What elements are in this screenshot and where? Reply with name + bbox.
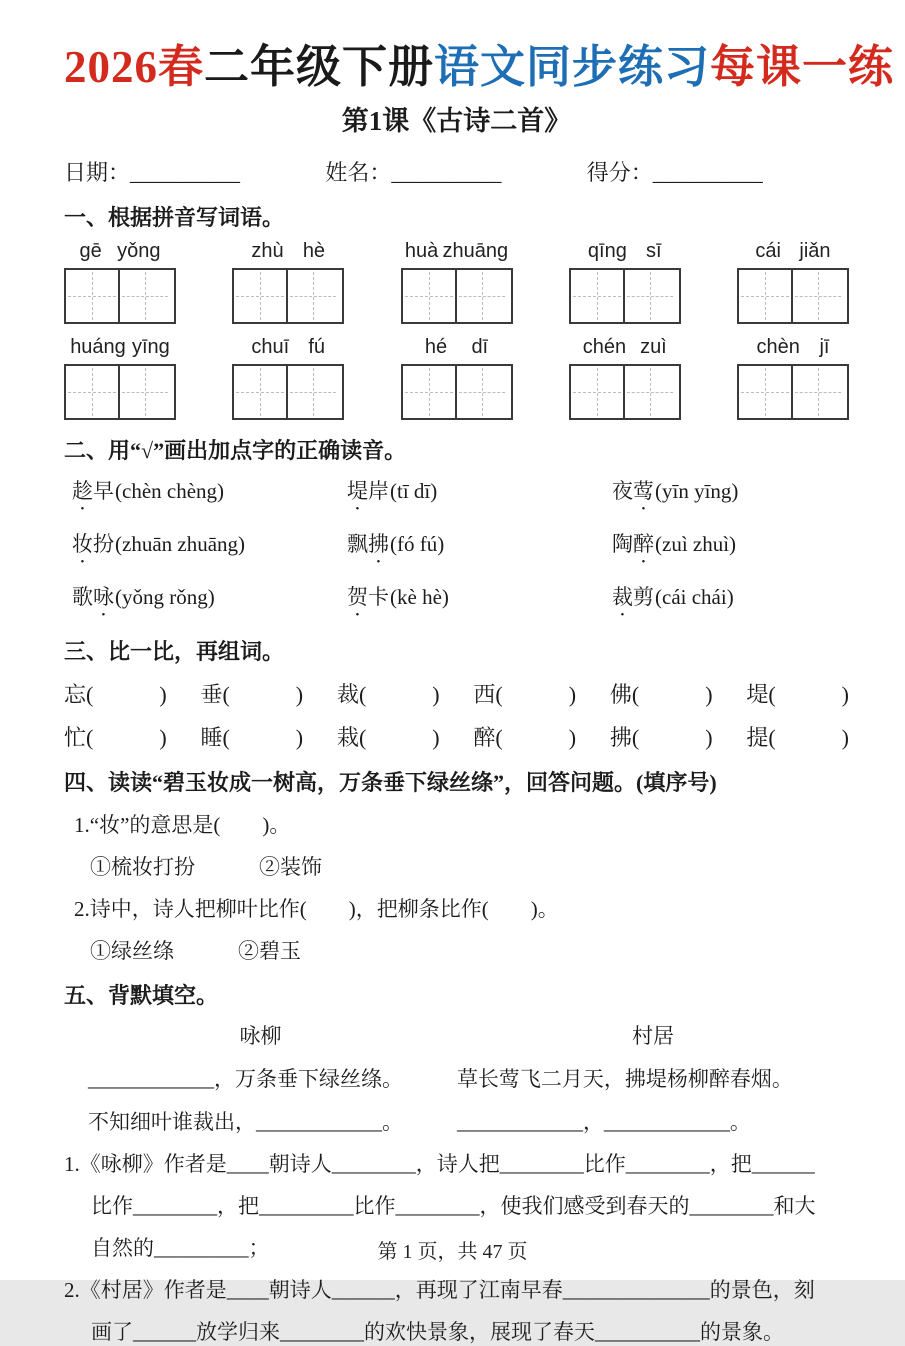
pinyin-word-group (401, 240, 513, 324)
option-1: ①梳妆打扮 (90, 855, 195, 879)
poems-block (64, 1016, 849, 1136)
word-pair: 提( ) (746, 725, 849, 750)
section-three-heading: 三、比一比，再组词。 (64, 639, 285, 664)
dotted-char: 堤 (347, 479, 368, 503)
word-pair: 裁( ) (336, 682, 440, 707)
fill-question-2-line-2: 画了______放学归来________的欢快景象，展现了春天__________的景象。 (91, 1320, 784, 1344)
syllable: chèn (756, 336, 800, 358)
pinyin-options: (zuì zhuì) (655, 532, 737, 556)
pinyin-options: (tī dī) (390, 479, 438, 503)
word-char: 陶 (612, 532, 633, 556)
word-char: 岸 (368, 479, 389, 503)
syllable: cái (755, 240, 781, 262)
writing-grid-cell (403, 366, 455, 418)
writing-grid-cell (118, 366, 170, 418)
syllable: jiǎn (799, 240, 831, 262)
pinyin-label (64, 336, 176, 359)
writing-grid-cell (286, 270, 338, 322)
score-label: 得分： (586, 160, 653, 185)
pronunciation-item (347, 528, 612, 568)
writing-grid-cell (118, 270, 170, 322)
title-part-grade: 二年级下册 (204, 42, 435, 92)
dotted-char: 裁 (612, 585, 633, 609)
pinyin-label (569, 240, 681, 263)
pinyin-word-group (737, 336, 849, 420)
word-char: 歌 (72, 585, 93, 609)
date-blank: __________ (130, 160, 241, 185)
syllable: yīng (132, 336, 170, 358)
name-blank: __________ (391, 160, 502, 185)
score-field (587, 156, 848, 187)
pinyin-label (64, 240, 176, 263)
title-part-series: 每课一练 (710, 42, 895, 92)
poem-line: ____________，万条垂下绿丝绦。 (88, 1067, 403, 1091)
dotted-char: 醉 (633, 532, 654, 556)
writing-grid-cell (623, 270, 675, 322)
word-char: 扮 (93, 532, 114, 556)
score-blank: __________ (652, 160, 763, 185)
name-label: 姓名： (325, 160, 392, 185)
pinyin-options: (fó fú) (390, 532, 445, 556)
section-one-heading: 一、根据拼音写词语。 (64, 205, 285, 230)
poem-yongliu (64, 1016, 433, 1136)
pinyin-word-group (64, 336, 176, 420)
pinyin-label (232, 336, 344, 359)
page-title (64, 30, 895, 95)
writing-grid-cell (623, 366, 675, 418)
writing-grid-cell (403, 270, 455, 322)
word-pair-row (64, 678, 849, 709)
date-field (64, 156, 325, 187)
section-two-heading: 二、用“√”画出加点字的正确读音。 (64, 438, 407, 463)
word-pair: 忙( ) (64, 725, 167, 750)
word-pair: 堤( ) (746, 682, 849, 707)
dotted-char: 莺 (633, 479, 654, 503)
dotted-char: 妆 (72, 532, 93, 556)
writing-grid-cell (455, 366, 507, 418)
writing-grid-cell (234, 366, 286, 418)
syllable: qīng (587, 240, 627, 262)
pronunciation-item (72, 581, 347, 621)
pinyin-options: (yǒng rǒng) (115, 585, 215, 609)
pronunciation-item (612, 475, 849, 515)
dotted-char: 咏 (93, 585, 114, 609)
question-1: 1.“妆”的意思是( )。 (74, 813, 291, 837)
pinyin-label (737, 336, 849, 359)
pinyin-options: (yīn yīng) (655, 479, 739, 503)
info-row (64, 156, 849, 187)
pinyin-grid-row (64, 336, 849, 420)
word-pair: 栽( ) (336, 725, 440, 750)
pinyin-options: (zhuān zhuāng) (115, 532, 246, 556)
poem-line: ____________，____________。 (456, 1110, 751, 1134)
word-char: 飘 (347, 532, 368, 556)
writing-grid (64, 268, 176, 324)
question-1-options (64, 851, 849, 881)
dotted-char: 趁 (72, 479, 93, 503)
writing-grid (232, 364, 344, 420)
option-1: ①绿丝绦 (90, 939, 174, 963)
dotted-char: 拂 (368, 532, 389, 556)
pinyin-word-group (232, 336, 344, 420)
writing-grid (569, 364, 681, 420)
pinyin-options: (cái chái) (655, 585, 734, 609)
pronunciation-item (612, 581, 849, 621)
pinyin-label (737, 240, 849, 263)
word-pair: 西( ) (473, 682, 577, 707)
writing-grid-cell (739, 366, 791, 418)
pinyin-options: (kè hè) (390, 585, 449, 609)
pinyin-word-group (401, 336, 513, 420)
writing-grid (737, 268, 849, 324)
writing-grid (737, 364, 849, 420)
lesson-title: 第1课《古诗二首》 (341, 106, 572, 136)
fill-question-2-line-1: 2.《村居》作者是____朝诗人______，再现了江南早春______________的景色，刻 (64, 1278, 815, 1302)
pinyin-label (401, 336, 513, 359)
writing-grid-cell (455, 270, 507, 322)
poem-line: 草长莺飞二月天，拂堤杨柳醉春烟。 (456, 1067, 793, 1091)
word-char: 夜 (612, 479, 633, 503)
pronunciation-item (347, 475, 612, 515)
syllable: yǒng (117, 240, 161, 262)
word-char: 早 (93, 479, 114, 503)
writing-grid-cell (66, 366, 118, 418)
option-2: ②碧玉 (238, 939, 301, 963)
word-pair: 醉( ) (473, 725, 577, 750)
syllable: huáng (70, 336, 126, 358)
poem-title: 咏柳 (239, 1024, 282, 1048)
writing-grid-cell (739, 270, 791, 322)
page-number: 第 1 页，共 47 页 (377, 1241, 528, 1263)
word-pair: 睡( ) (200, 725, 304, 750)
question-2-options (64, 935, 849, 965)
word-char: 卡 (368, 585, 389, 609)
writing-grid (569, 268, 681, 324)
word-pair: 忘( ) (64, 682, 167, 707)
syllable: gē (79, 240, 102, 262)
writing-grid (232, 268, 344, 324)
question-2: 2.诗中，诗人把柳叶比作( )，把柳条比作( )。 (74, 897, 559, 921)
word-pair-row (64, 721, 849, 752)
syllable: zhuāng (442, 240, 509, 262)
writing-grid-cell (791, 366, 843, 418)
syllable: chén (582, 336, 627, 358)
title-part-subject: 语文同步练习 (434, 42, 711, 92)
syllable: dī (471, 336, 489, 358)
writing-grid-cell (66, 270, 118, 322)
word-pair: 拂( ) (609, 725, 713, 750)
word-pair: 垂( ) (200, 682, 304, 707)
pronunciation-grid (64, 475, 849, 621)
syllable: hè (302, 240, 326, 262)
syllable: jī (819, 336, 830, 358)
section-four-heading: 四、读读“碧玉妆成一树高，万条垂下绿丝绦”，回答问题。(填序号) (64, 770, 717, 795)
dotted-char: 贺 (347, 585, 368, 609)
date-label: 日期： (64, 160, 131, 185)
syllable: huà (404, 240, 439, 262)
poem-cunju (433, 1016, 849, 1136)
poem-title: 村居 (631, 1024, 674, 1048)
pinyin-word-group (569, 240, 681, 324)
section-five-heading: 五、背默填空。 (64, 983, 219, 1008)
writing-grid-cell (234, 270, 286, 322)
writing-grid-cell (571, 366, 623, 418)
fill-question-1-line-1: 1.《咏柳》作者是____朝诗人________，诗人把________比作________，把______ (64, 1152, 815, 1176)
pronunciation-item (612, 528, 849, 568)
word-char: 剪 (633, 585, 654, 609)
syllable: sī (646, 240, 662, 262)
pinyin-word-group (569, 336, 681, 420)
name-field (325, 156, 586, 187)
syllable: zuì (640, 336, 667, 358)
pinyin-options: (chèn chèng) (115, 479, 225, 503)
pinyin-grid-row (64, 240, 849, 324)
writing-grid (64, 364, 176, 420)
writing-grid-cell (286, 366, 338, 418)
writing-grid-cell (571, 270, 623, 322)
syllable: fú (308, 336, 326, 358)
writing-grid-cell (791, 270, 843, 322)
pinyin-label (401, 240, 513, 263)
pinyin-word-group (737, 240, 849, 324)
pronunciation-item (72, 475, 347, 515)
poem-line: 不知细叶谁裁出，____________。 (88, 1110, 403, 1134)
pinyin-word-group (232, 240, 344, 324)
writing-grid (401, 268, 513, 324)
pinyin-word-group (64, 240, 176, 324)
fill-question-1-line-2: 比作________，把_________比作________，使我们感受到春天的________和大 (91, 1194, 816, 1218)
writing-grid (401, 364, 513, 420)
option-2: ②装饰 (259, 855, 322, 879)
fill-question-1-line-3: 自然的_________； (91, 1236, 270, 1260)
pinyin-label (232, 240, 344, 263)
syllable: chuī (251, 336, 290, 358)
pinyin-label (569, 336, 681, 359)
pronunciation-item (347, 581, 612, 621)
syllable: hé (424, 336, 448, 358)
syllable: zhù (251, 240, 284, 262)
title-part-year: 2026春 (64, 42, 205, 92)
word-pair: 佛( ) (609, 682, 713, 707)
pronunciation-item (72, 528, 347, 568)
